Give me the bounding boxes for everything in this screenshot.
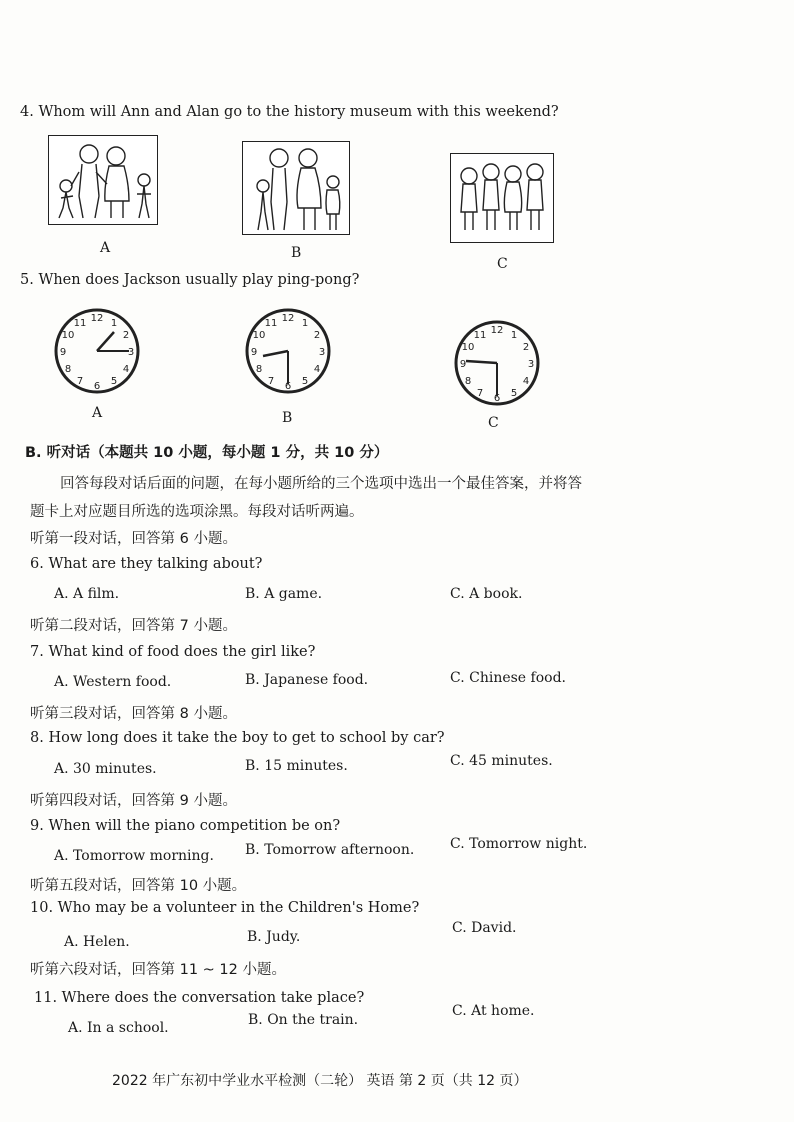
svg-text:10: 10 (252, 330, 266, 341)
svg-text:2: 2 (313, 330, 321, 341)
q8-option-a: A. 30 minutes. (54, 761, 157, 777)
section-b-instruction-1: 回答每段对话后面的问题，在每小题所给的三个选项中选出一个最佳答案，并将答 (60, 476, 582, 492)
q10-option-a: A. Helen. (64, 934, 130, 950)
option-b-label: B (291, 245, 302, 261)
svg-text:11: 11 (73, 318, 87, 329)
q6-option-c: C. A book. (450, 586, 523, 602)
page-footer: 2022 年广东初中学业水平检测（二轮） 英语 第 2 页（共 12 页） (112, 1073, 528, 1089)
option-a-label: A (100, 240, 111, 256)
question-4: 4. Whom will Ann and Alan go to the history museum with this weekend? (20, 104, 559, 120)
svg-text:9: 9 (250, 347, 258, 358)
svg-text:8: 8 (464, 376, 472, 387)
q6-option-b: B. A game. (245, 586, 323, 602)
q9-option-c: C. Tomorrow night. (450, 836, 588, 852)
q11-option-a: A. In a school. (68, 1020, 169, 1036)
q8-option-b: B. 15 minutes. (245, 758, 348, 774)
section-b-heading: B. 听对话（本题共 10 小题，每小题 1 分，共 10 分） (25, 445, 389, 461)
dialogue-2-instruction: 听第二段对话，回答第 7 小题。 (30, 618, 237, 634)
svg-text:4: 4 (313, 364, 321, 375)
option-a-family-picture (48, 135, 158, 225)
clock-a-label: A (92, 405, 103, 421)
clock-c-icon (452, 318, 542, 408)
q10-option-c: C. David. (452, 920, 517, 936)
svg-text:3: 3 (318, 347, 326, 358)
svg-text:6: 6 (284, 381, 292, 392)
question-10: 10. Who may be a volunteer in the Children's Home? (30, 900, 420, 916)
q10-option-b: B. Judy. (247, 929, 301, 945)
option-c-label: C (497, 256, 508, 272)
option-b-family-picture (242, 141, 350, 235)
svg-text:4: 4 (522, 376, 530, 387)
svg-text:3: 3 (127, 347, 135, 358)
q7-option-a: A. Western food. (54, 674, 172, 690)
svg-text:7: 7 (476, 388, 484, 399)
clock-b-icon (243, 306, 333, 396)
dialogue-6-instruction: 听第六段对话，回答第 11 ~ 12 小题。 (30, 962, 286, 978)
svg-text:12: 12 (490, 325, 504, 336)
svg-text:6: 6 (93, 381, 101, 392)
svg-text:10: 10 (461, 342, 475, 353)
question-6: 6. What are they talking about? (30, 556, 263, 572)
q11-option-b: B. On the train. (248, 1012, 359, 1028)
svg-text:9: 9 (459, 359, 467, 370)
svg-text:10: 10 (61, 330, 75, 341)
q11-option-c: C. At home. (452, 1003, 535, 1019)
clock-c-label: C (488, 415, 499, 431)
svg-text:8: 8 (64, 364, 72, 375)
dialogue-4-instruction: 听第四段对话，回答第 9 小题。 (30, 793, 237, 809)
svg-text:5: 5 (110, 376, 118, 387)
clock-b-label: B (282, 410, 293, 426)
svg-text:11: 11 (264, 318, 278, 329)
svg-text:3: 3 (527, 359, 535, 370)
dialogue-1-instruction: 听第一段对话，回答第 6 小题。 (30, 531, 237, 547)
dialogue-3-instruction: 听第三段对话，回答第 8 小题。 (30, 706, 237, 722)
svg-text:2: 2 (522, 342, 530, 353)
svg-text:12: 12 (281, 313, 295, 324)
section-b-instruction-2: 题卡上对应题目所选的选项涂黑。每段对话听两遍。 (30, 504, 364, 520)
svg-text:11: 11 (473, 330, 487, 341)
svg-text:7: 7 (76, 376, 84, 387)
q9-option-a: A. Tomorrow morning. (54, 848, 214, 864)
q7-option-c: C. Chinese food. (450, 670, 566, 686)
question-5: 5. When does Jackson usually play ping-pong? (20, 272, 360, 288)
svg-text:12: 12 (90, 313, 104, 324)
q6-option-a: A. A film. (54, 586, 120, 602)
dialogue-5-instruction: 听第五段对话，回答第 10 小题。 (30, 878, 247, 894)
svg-text:1: 1 (510, 330, 518, 341)
svg-text:4: 4 (122, 364, 130, 375)
svg-text:7: 7 (267, 376, 275, 387)
svg-text:5: 5 (301, 376, 309, 387)
q7-option-b: B. Japanese food. (245, 672, 369, 688)
question-7: 7. What kind of food does the girl like? (30, 644, 316, 660)
svg-text:6: 6 (493, 393, 501, 404)
svg-text:1: 1 (301, 318, 309, 329)
svg-text:8: 8 (255, 364, 263, 375)
svg-text:2: 2 (122, 330, 130, 341)
svg-text:9: 9 (59, 347, 67, 358)
q8-option-c: C. 45 minutes. (450, 753, 553, 769)
clock-a-icon (52, 306, 142, 396)
svg-text:5: 5 (510, 388, 518, 399)
question-8: 8. How long does it take the boy to get to school by car? (30, 730, 445, 746)
q9-option-b: B. Tomorrow afternoon. (245, 842, 415, 858)
question-11: 11. Where does the conversation take place? (34, 990, 365, 1006)
option-c-friends-picture (450, 153, 554, 243)
question-9: 9. When will the piano competition be on? (30, 818, 341, 834)
svg-text:1: 1 (110, 318, 118, 329)
